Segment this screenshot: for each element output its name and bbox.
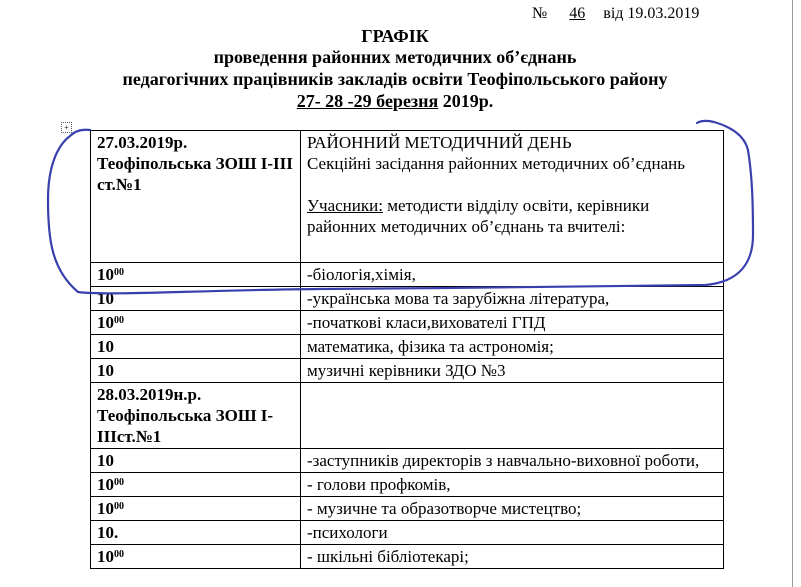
table-row — [91, 287, 724, 311]
document-subtitle-line1: проведення районних методичних об’єднань — [213, 47, 577, 67]
start-time-minutes: 00 — [114, 267, 124, 278]
subject-cell: - шкільні бібліотекарі; — [301, 545, 724, 569]
table-row-day1 — [91, 131, 724, 263]
order-prefix: № — [532, 5, 548, 22]
schedule-table — [90, 130, 724, 569]
start-time-minutes: 00 — [114, 501, 124, 512]
time-cell — [91, 263, 301, 287]
start-time-minutes: 00 — [114, 549, 124, 560]
time-cell — [91, 335, 301, 359]
event-dates: 27- 28 -29 березня — [296, 91, 439, 111]
table-row — [91, 311, 724, 335]
day1-subheading: Секційні засідання районних методичних об’єднань — [307, 154, 686, 173]
start-time: 10 — [97, 289, 114, 308]
table-row — [91, 263, 724, 287]
table-row — [91, 359, 724, 383]
subject-cell: -психологи — [301, 521, 724, 545]
table-move-handle-icon[interactable]: + — [61, 122, 72, 133]
start-time: 10 — [97, 265, 114, 284]
day2-date: 28.03.2019н.р. — [97, 385, 202, 404]
subject-cell: - музичне та образотворче мистецтво; — [301, 497, 724, 521]
subject-cell: -біологія,хімія, — [301, 263, 724, 287]
event-year: 2019р. — [438, 91, 494, 111]
day1-place: Теофіпольська ЗОШ І-ІІІ ст.№1 — [97, 154, 293, 194]
table-row — [91, 497, 724, 521]
day1-participants — [307, 195, 717, 237]
day1-date: 27.03.2019р. — [97, 133, 188, 152]
page-edge — [792, 0, 793, 587]
order-date: від 19.03.2019 — [603, 5, 700, 22]
start-time: 10 — [97, 313, 114, 332]
start-time: 10 — [97, 547, 114, 566]
participants-text: методисти відділу освіти, керівники районних методичних об’єднань та вчителі: — [307, 196, 650, 236]
start-time: 10. — [97, 523, 119, 542]
table-row — [91, 545, 724, 569]
day2-description-cell — [301, 383, 724, 449]
start-time-minutes: 00 — [114, 477, 124, 488]
subject-cell: - голови профкомів, — [301, 473, 724, 497]
document-dates-line — [60, 90, 730, 112]
subject-cell: -українська мова та зарубіжна література, — [301, 287, 724, 311]
table-row — [91, 449, 724, 473]
subject-cell: музичні керівники ЗДО №3 — [301, 359, 724, 383]
start-time: 10 — [97, 475, 114, 494]
day1-heading: РАЙОННИЙ МЕТОДИЧНИЙ ДЕНЬ — [307, 133, 572, 152]
time-cell — [91, 287, 301, 311]
subject-cell: -заступників директорів з навчально-виховної роботи, — [301, 449, 724, 473]
start-time: 10 — [97, 451, 114, 470]
time-cell — [91, 359, 301, 383]
order-number-line — [532, 5, 699, 23]
day2-place: Теофіпольська ЗОШ І-ІІІст.№1 — [97, 406, 274, 446]
start-time-minutes: 00 — [114, 315, 124, 326]
table-row — [91, 335, 724, 359]
subject-cell: -початкові класи,вихователі ГПД — [301, 311, 724, 335]
table-row — [91, 521, 724, 545]
day1-description-cell — [301, 131, 724, 263]
document-title: ГРАФІК — [361, 26, 429, 46]
time-cell — [91, 521, 301, 545]
time-cell — [91, 497, 301, 521]
time-cell — [91, 449, 301, 473]
day2-cell — [91, 383, 301, 449]
subject-cell: математика, фізика та астрономія; — [301, 335, 724, 359]
time-cell — [91, 545, 301, 569]
document-subtitle-line2: педагогічних працівників закладів освіти Теофіпольського району — [122, 69, 668, 89]
day1-cell — [91, 131, 301, 263]
table-row-day2 — [91, 383, 724, 449]
start-time: 10 — [97, 499, 114, 518]
order-number: 46 — [569, 5, 586, 22]
start-time: 10 — [97, 337, 114, 356]
table-row — [91, 473, 724, 497]
participants-label: Учасники: — [307, 196, 383, 215]
time-cell — [91, 473, 301, 497]
start-time: 10 — [97, 361, 114, 380]
time-cell — [91, 311, 301, 335]
